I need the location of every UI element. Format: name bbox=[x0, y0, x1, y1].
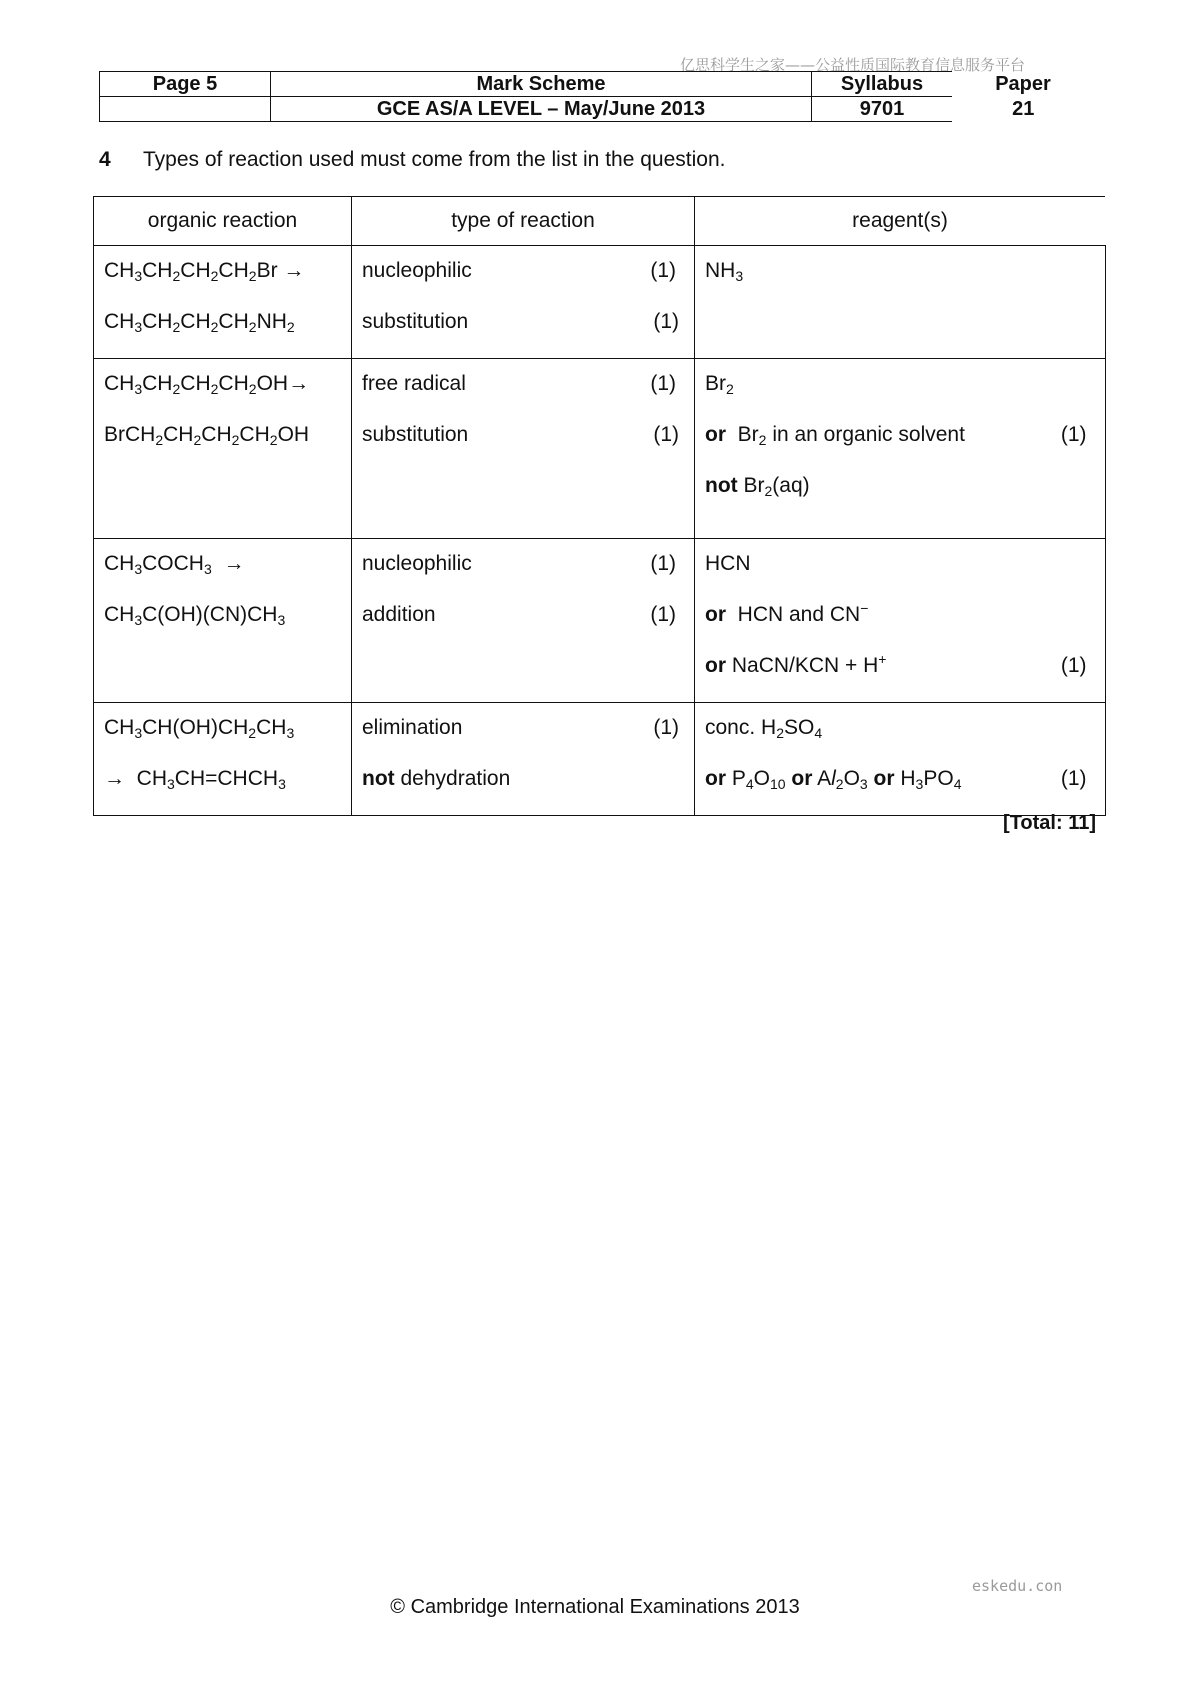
reagent: or NaCN/KCN + H+ (1) bbox=[705, 651, 1095, 702]
reagent: conc. $H_2SO_4$ bbox=[705, 716, 823, 741]
mark: (1) bbox=[650, 259, 676, 282]
reagent-cell bbox=[695, 703, 1106, 816]
reagent: HCN bbox=[705, 552, 751, 575]
header-blank bbox=[100, 97, 271, 122]
mark: (1) bbox=[653, 716, 679, 739]
reaction-type: elimination bbox=[362, 716, 463, 739]
reagent-cell bbox=[695, 359, 1106, 539]
reaction-formula: $CH_3CH_2CH_2CH_2OH\to$ bbox=[104, 372, 310, 397]
reagent: not $Br_2(aq)$ bbox=[705, 474, 810, 499]
reaction-type: nucleophilic bbox=[362, 259, 472, 282]
reaction-type-cell bbox=[352, 539, 695, 703]
watermark-top: 亿思科学生之家——公益性质国际教育信息服务平台 bbox=[680, 56, 1026, 74]
header-paper-number: 21 bbox=[1012, 98, 1035, 120]
table-row bbox=[94, 703, 1106, 816]
organic-reaction-cell bbox=[94, 359, 352, 539]
mark: (1) bbox=[1060, 767, 1087, 790]
mark: (1) bbox=[650, 603, 676, 626]
reaction-type: addition bbox=[362, 603, 436, 626]
reaction-type: substitution bbox=[362, 310, 469, 333]
reagent: or $Br_2$ in an organic solvent (1) bbox=[705, 420, 1095, 471]
organic-reaction-cell bbox=[94, 539, 352, 703]
question-intro bbox=[99, 148, 725, 172]
mark: (1) bbox=[1060, 654, 1087, 677]
reaction-type-cell bbox=[352, 246, 695, 359]
reaction-formula: $CH_3CH(OH)CH_2CH_3$ bbox=[104, 716, 295, 741]
reaction-product: $BrCH_2CH_2CH_2CH_2OH$ bbox=[104, 423, 310, 448]
reaction-type: nucleophilic bbox=[362, 552, 472, 575]
reaction-product: → $CH_3CH=CHCH_3$ bbox=[104, 767, 286, 792]
col-header-reagents: reagent(s) bbox=[695, 197, 1106, 246]
reaction-formula: $CH_3COCH_3$ → bbox=[104, 552, 245, 577]
reaction-product: $CH_3CH_2CH_2CH_2NH_2$ bbox=[104, 310, 295, 335]
reagent: $NH_3$ bbox=[705, 259, 744, 284]
header-mark-scheme: Mark Scheme bbox=[271, 72, 812, 97]
reagent-cell bbox=[695, 246, 1106, 359]
watermark-bottom: eskedu.con bbox=[972, 1577, 1063, 1595]
reaction-formula: $CH_3CH_2CH_2CH_2Br$ → bbox=[104, 259, 305, 284]
question-text: Types of reaction used must come from the list in the question. bbox=[143, 148, 726, 171]
header-exam: GCE AS/A LEVEL – May/June 2013 bbox=[271, 97, 812, 122]
mark: (1) bbox=[1060, 423, 1087, 446]
mark: (1) bbox=[650, 552, 676, 575]
organic-reaction-cell bbox=[94, 246, 352, 359]
mark: (1) bbox=[653, 310, 679, 333]
reaction-type: dehydration bbox=[400, 767, 511, 790]
reaction-product: $CH_3C(OH)(CN)CH_3$ bbox=[104, 603, 286, 628]
header-syllabus-label: Syllabus bbox=[812, 72, 953, 97]
table-row bbox=[94, 359, 1106, 539]
reagent: $Br_2$ bbox=[705, 372, 734, 397]
organic-reaction-cell bbox=[94, 703, 352, 816]
header-paper-label: Paper bbox=[995, 73, 1051, 95]
mark: (1) bbox=[653, 423, 679, 446]
reaction-type-cell: elimination (1) not dehydration bbox=[352, 703, 695, 816]
table-row bbox=[94, 246, 1106, 359]
table-row bbox=[94, 539, 1106, 703]
reagent-cell bbox=[695, 539, 1106, 703]
reaction-type: substitution bbox=[362, 423, 469, 446]
reagent: or $P_4O_{10}$ or $Al_2O_3$ or $H_3PO_4$ (1) bbox=[705, 764, 1095, 815]
mark-scheme-table bbox=[93, 196, 1106, 816]
reaction-type-cell bbox=[352, 359, 695, 539]
header-syllabus-code: 9701 bbox=[812, 97, 953, 122]
reaction-type: free radical bbox=[362, 372, 466, 395]
total-marks: [Total: 11] bbox=[1003, 812, 1096, 834]
footer-copyright: © Cambridge International Examinations 2013 bbox=[390, 1596, 800, 1618]
page-header-table bbox=[99, 71, 1095, 122]
question-number: 4 bbox=[99, 148, 111, 171]
mark: (1) bbox=[650, 372, 676, 395]
header-page: Page 5 bbox=[100, 72, 271, 97]
col-header-type-of-reaction: type of reaction bbox=[352, 197, 695, 246]
col-header-organic-reaction: organic reaction bbox=[94, 197, 352, 246]
reagent: or HCN and CN− bbox=[705, 600, 869, 626]
